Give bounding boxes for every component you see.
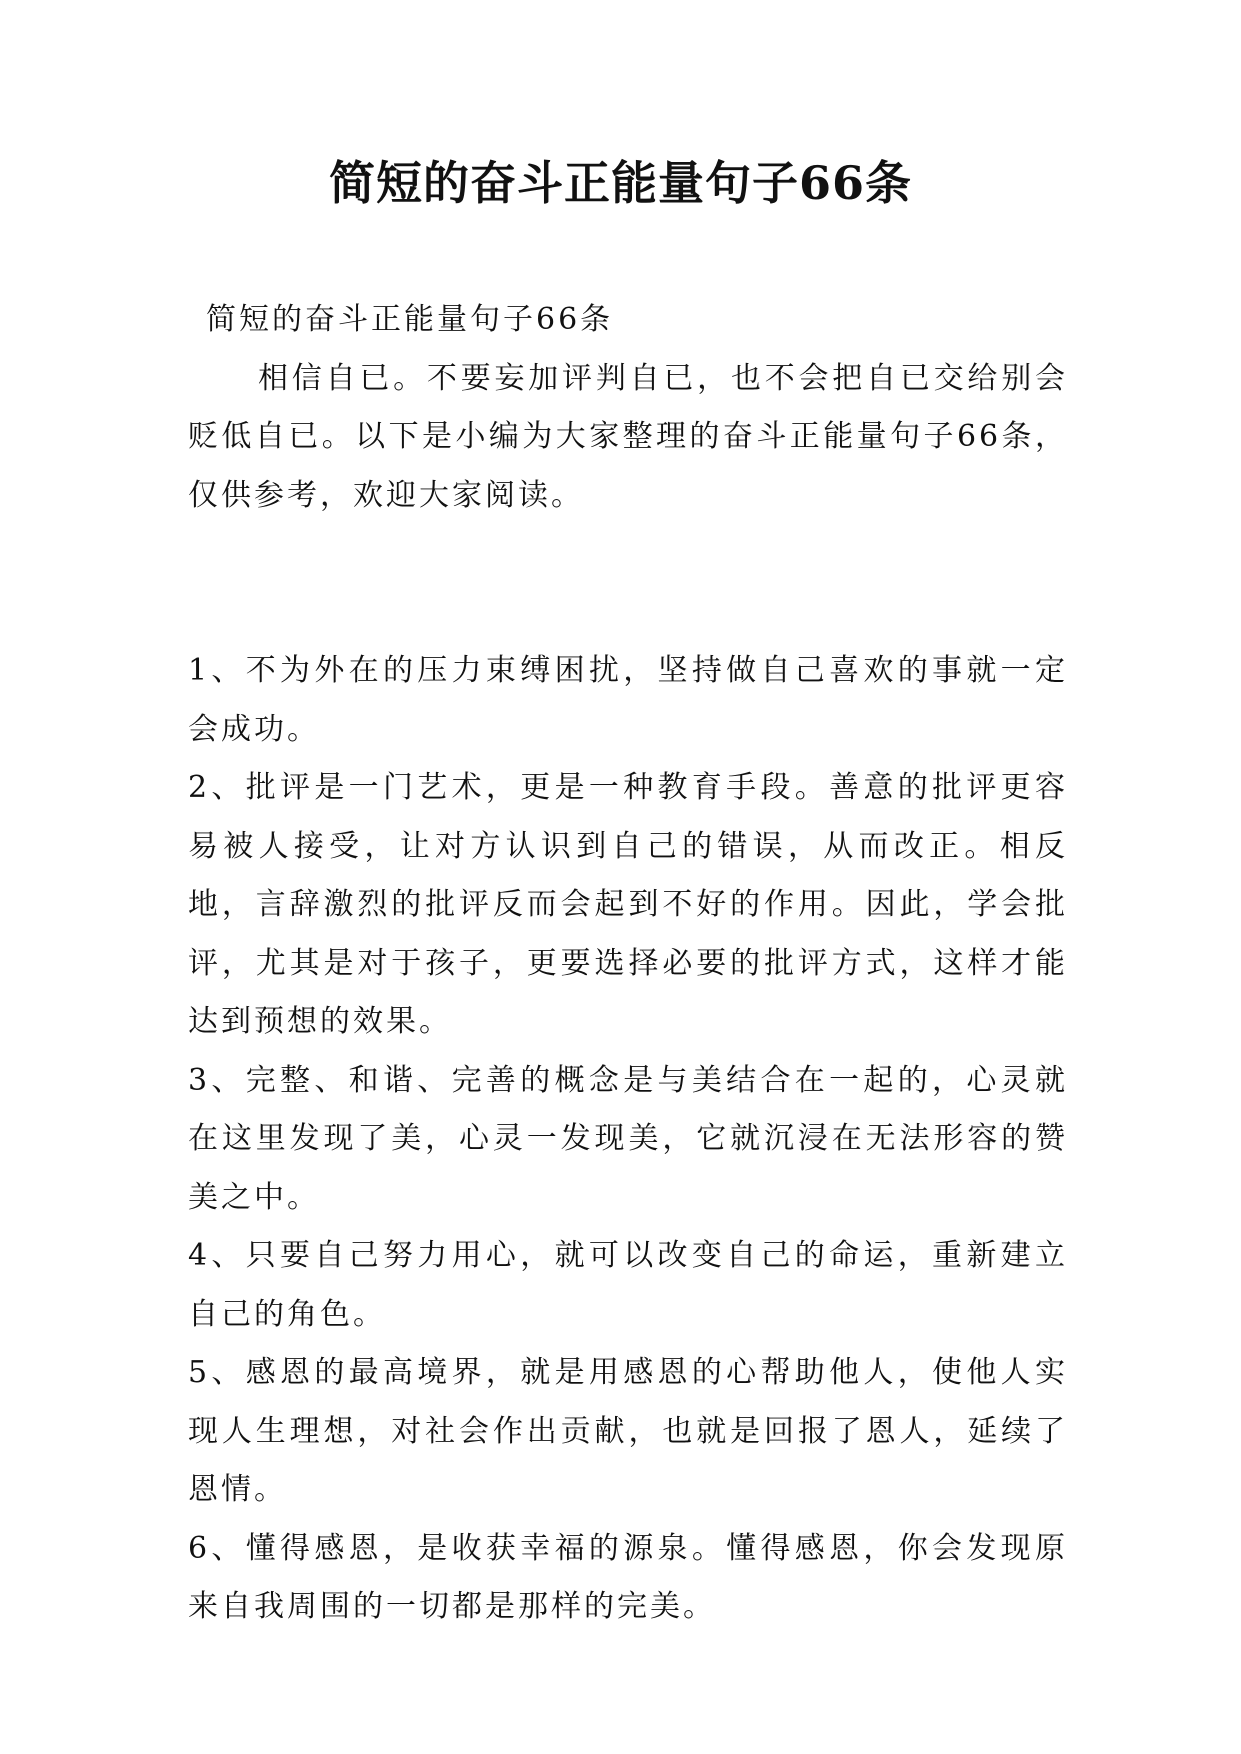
document-body [188,291,1068,1637]
document-title: 简短的奋斗正能量句子66条 [328,156,912,210]
intro-paragraph: 相信自已。不要妄加评判自已，也不会把自已交给别会贬低自已。以下是小编为大家整理的奋斗正能量句子66条，仅供参考，欢迎大家阅读。 [188,360,1068,513]
list-item: 3、完整、和谐、完善的概念是与美结合在一起的，心灵就在这里发现了美，心灵一发现美，它就沉浸在无法形容的赞美之中。 [188,1062,1068,1215]
list-item: 2、批评是一门艺术，更是一种教育手段。善意的批评更容易被人接受，让对方认识到自己的错误，从而改正。相反地，言辞激烈的批评反而会起到不好的作用。因此，学会批评，尤其是对于孩子，更要选择必要的批评方式，这样才能达到预想的效果。 [188,770,1068,1039]
list-item: 5、感恩的最高境界，就是用感恩的心帮助他人，使他人实现人生理想，对社会作出贡献，也就是回报了恩人，延续了恩情。 [188,1355,1068,1507]
list-item: 6、懂得感恩，是收获幸福的源泉。懂得感恩，你会发现原来自我周围的一切都是那样的完美。 [188,1530,1068,1624]
document-subtitle: 简短的奋斗正能量句子66条 [206,302,614,337]
list-item: 1、不为外在的压力束缚困扰，坚持做自己喜欢的事就一定会成功。 [188,653,1068,747]
list-item: 4、只要自己努力用心，就可以改变自己的命运，重新建立自己的角色。 [188,1238,1068,1332]
paragraph-spacer [188,525,1068,642]
